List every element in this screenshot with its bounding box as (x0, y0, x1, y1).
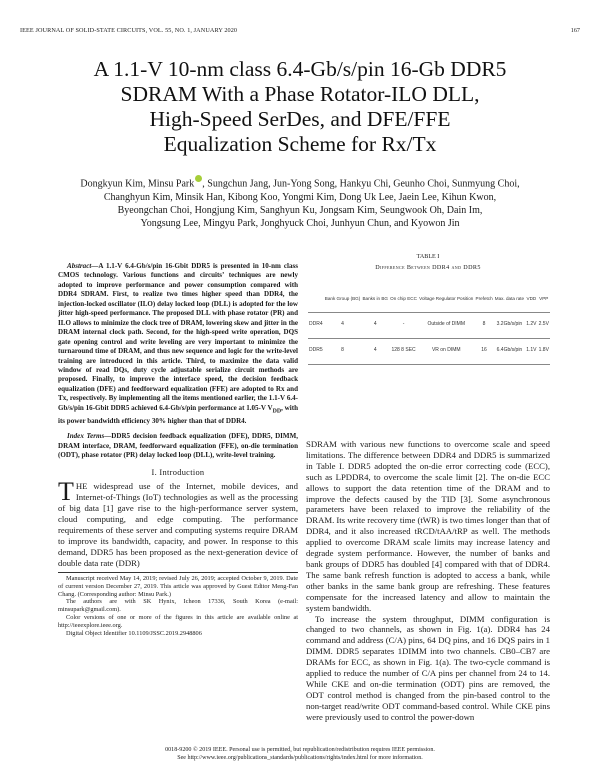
table-label: TABLE I (416, 254, 440, 260)
table-cell: 2.5V (538, 321, 549, 328)
footnote: The authors are with SK Hynix, Icheon 17336, South Korea (e-mail: minsupark@gmail.com). (58, 598, 298, 614)
table-cell: VR on DIMM (418, 338, 474, 364)
table-cell: 3.2Gb/s/pin (496, 321, 523, 328)
footnote: Color versions of one or more of the figures in this article are available online at http://ieeexplore.ieee.org. (58, 614, 298, 630)
table-cell: 1.8V (538, 338, 550, 364)
table-header-cell: On chip ECC (389, 286, 418, 312)
journal-name: IEEE JOURNAL OF SOLID-STATE CIRCUITS, VOL. 55, NO. 1, JANUARY 2020 (20, 27, 238, 34)
table-header-cell: Prefetch (474, 286, 493, 312)
table-cell: 1.2V (526, 321, 537, 328)
vdd-subscript: DD (272, 408, 282, 415)
index-terms-lead: Index Terms (67, 432, 105, 441)
table-row (308, 338, 550, 364)
footnotes (58, 575, 298, 638)
abstract-text-end: , with its power bandwidth efficiency 30% higher than that of DDR4. (58, 403, 298, 425)
table-header-cell: Banks in BG (361, 286, 389, 312)
intro-text: HE widespread use of the Internet, mobile devices, and Internet-of-Things (IoT) technologies as well as the processing of big data [1] gave rise to the high-performance server system, cloud computing, and edge computing. The performance requirements of these server and computing systems require DRAM to improve its bandwidth, capacity, and power. In response to this demand, DDR5 has been proposed as the next-generation device of double data rate (DDR) (58, 481, 298, 568)
intro-paragraph (58, 477, 298, 568)
table-header-cell: Max. data rate (494, 286, 526, 312)
comparison-table (308, 286, 550, 366)
drop-cap: T (58, 477, 74, 507)
title-line: A 1.1-V 10-nm class 6.4-Gb/s/pin 16-Gb DDR5 (93, 57, 507, 81)
author-line: Changhyun Kim, Minsik Han, Kibong Koo, Yongmi Kim, Dong Uk Lee, Jaein Lee, Kihun Kwon, (103, 191, 497, 203)
index-terms-text: —DDR5 decision feedback equalization (DFE), DDR5, DIMM, DRAM interface, DRAM, feedforward equalization (FFE), on-die termination (ODT), phase rotator (PR) delay locked loop (DLL), write-level training. (58, 432, 298, 460)
table-header-cell: Voltage Regulator Position (418, 286, 474, 312)
title-line: High-Speed SerDes, and DFE/FFE (149, 107, 451, 131)
page-number: 167 (570, 27, 580, 34)
footer-line: 0018-9200 © 2019 IEEE. Personal use is permitted, but republication/redistribution requires IEEE permission. (165, 747, 435, 753)
title-line: SDRAM With a Phase Rotator-ILO DLL, (120, 82, 480, 106)
author-list (40, 175, 560, 231)
author-line (40, 175, 560, 191)
table-cell: 1.1V (525, 338, 537, 364)
table-header-cell: VDD (525, 286, 537, 312)
table-caption: Difference Between DDR4 and DDR5 (375, 265, 481, 271)
table-header-cell: Bank Group (BG) (324, 286, 362, 312)
body-paragraph: SDRAM with various new functions to overcome scale and speed limitations. The difference between DDR4 and DDR5 is summarized in Table I. DDR5 adopted the on-die error correcting code (ECC), such as LPDDR4, to overcome the scale limit [2]. The on-die ECC allows to support the data retention time of the DRAM and to improve the defects caused by the TID [3]. Some asynchronous parameters have been relaxed to improve the reliability of the DRAM. Its write recovery time (tWR) is two times longer than that of DDR4, and it also increased tRCD/tAA/tRP as well. The methods applied to overcome DRAM scale limits may increase latency and degrade system performance. However, the number of banks and bank groups of DDR5 has doubled [4] compared with that of DDR4. The same bank refresh function is adopted to access a bank, while other banks in the same bank group are refreshing. These features compensate for the increased latency and allow to maintain the system bandwidth. (306, 439, 550, 613)
author-names: Dongkyun Kim, Minsu Park (80, 178, 195, 190)
author-line: Yongsung Lee, Mingyu Park, Jonghyuck Choi, Junhyun Chun, and Kyowon Jin (140, 218, 460, 230)
table-row (308, 312, 550, 338)
body-paragraph: To increase the system throughput, DIMM configuration is changed to two channels, as shown in Fig. 1(a). DDR4 has 24 command and address (C/A) pins, 64 DQ pins, and 16 DQS pairs in 1 DIMM. DDR5 separates 1DIMM into two channels. CB0–CB7 are DRAMs for ECC, as shown in Fig. 1(a). The two-cycle command is applied to reduce the number of C/A pins per channel from 24 to 14. While CKE and on-die termination (ODT) pins are removed, the ODT control method is changed from the pin-based control to the non-target read/write ODT command-based control. While CKE pins were previously used to control the power-down (306, 613, 550, 722)
title-line: Equalization Scheme for Rx/Tx (163, 132, 437, 156)
index-terms (58, 432, 298, 460)
table-cell: - (402, 321, 405, 328)
table-cell: 4 (361, 338, 389, 364)
abstract (58, 262, 298, 426)
table-cell: 4 (341, 321, 344, 328)
author-line: Byeongchan Choi, Hongjung Kim, Sanghyun Ku, Jongsam Kim, Seungwook Oh, Dain Im, (117, 204, 483, 216)
section-heading: I. Introduction (151, 468, 205, 478)
copyright-footer (20, 746, 580, 762)
abstract-lead: Abstract (67, 262, 92, 270)
table-cell: Outside of DIMM (427, 321, 465, 328)
table-cell: DDR4 (309, 321, 323, 328)
footer-line: See http://www.ieee.org/publications_standards/publications/rights/index.html for more information. (177, 755, 423, 761)
left-column (58, 262, 298, 638)
author-names: , Sungchun Jang, Jun-Yong Song, Hankyu Chi, Geunho Choi, Sunmyung Choi, (202, 178, 520, 190)
table-cell: 128 8 SEC (389, 338, 418, 364)
table-cell: DDR5 (308, 338, 324, 364)
paper-title (40, 57, 560, 157)
table-header-cell: VPP (538, 286, 550, 312)
table-cell: 8 (482, 321, 486, 328)
abstract-text: —A 1.1-V 6.4-Gb/s/pin 16-Gbit DDR5 is presented in 10-nm class CMOS technology. Various functions and circuits’ techniques are newly adopted to improve performance and power consumption compared with DDR4 SDRAM. First, to realize two times higher speed than DDR4, the injection-locked oscillator (ILO) delay locked loop (DLL) is adopted for the low jitter high-speed performance. The proposed DLL with phase rotator (PR) and ILO allows to minimize the clock tree of DRAM, lowering skew and jitter in the DRAM internal clock path. Second, for the high-speed write operation, DQS gate opening control and write leveling are very important to minimize the turnaround time of DRAM, and thus new sequence and logic for the write-level training are introduced in this article. Third, to maximize the data valid window of read DQs, duty cycle adjustable serialize circuit methods are proposed. Finally, to improve the interface speed, the decision feedback equalization (DFE) and feedforward equalization (FFE) are adopted to Rx and Tx, respectively. By implementing all the items mentioned earlier, the 1.1-V 6.4-Gb/s/pin 16-Gbit DDR5 achieved 6.4-Gb/s/pin performance at 1.05-V V (58, 262, 298, 412)
table-cell: 16 (474, 338, 493, 364)
footnote: Digital Object Identifier 10.1109/JSSC.2019.2948806 (66, 630, 202, 638)
right-column-body (306, 439, 550, 723)
table-header-row (308, 286, 550, 312)
table-header-cell (308, 286, 324, 312)
running-header (20, 27, 580, 37)
table-cell: 8 (324, 338, 362, 364)
footnote-divider (58, 572, 298, 573)
table-cell: 4 (373, 321, 377, 328)
table-cell: 6.4Gb/s/pin (494, 338, 526, 364)
footnote: Manuscript received May 14, 2019; revised July 26, 2019; accepted October 9, 2019. Date of current version December 27, 2019. This article was approved by Guest Editor Meng-Fan Chang. (Corresponding author: Minsu Park.) (58, 574, 298, 598)
